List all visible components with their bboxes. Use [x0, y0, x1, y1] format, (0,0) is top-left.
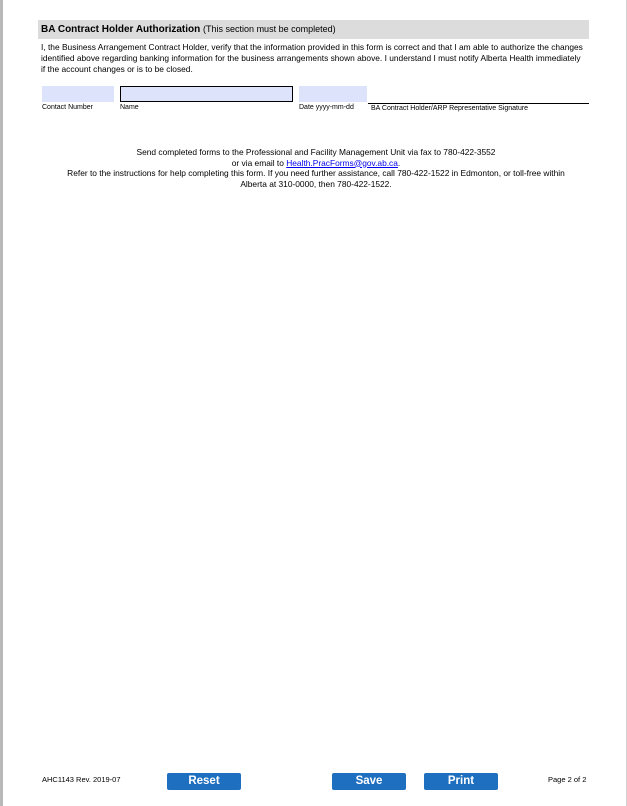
email-prefix: or via email to [231, 157, 287, 168]
reset-button[interactable]: Reset [167, 773, 241, 790]
section-note: (This section must be completed) [203, 24, 336, 34]
instructions-tollfree-line: Alberta at 310-0000, then 780-422-1522. [240, 178, 392, 189]
email-suffix: . [397, 157, 401, 168]
instructions-email-line [36, 158, 596, 169]
save-button[interactable]: Save [332, 773, 406, 790]
page-number: Page 2 of 2 [548, 775, 587, 784]
declaration-text: I, the Business Arrangement Contract Holder, verify that the information provided in this form is correct and that I am able to authorize the changes identified above regarding banking information for the business arrangements shown above. I understand I must notify Alberta Health immediately if the account changes or is to be closed. [41, 42, 583, 74]
instructions-fax-line: Send completed forms to the Professional and Facility Management Unit via fax to 780-422-3552 [136, 147, 496, 157]
submission-instructions [36, 147, 596, 189]
section-title: BA Contract Holder Authorization [41, 24, 201, 35]
instructions-help-line: Refer to the instructions for help completing this form. If you need further assistance, call 780-422-1522 in Edmonton, or toll-free within [67, 168, 565, 178]
name-field[interactable] [120, 86, 293, 102]
signature-label: BA Contract Holder/ARP Representative Signature [371, 105, 529, 112]
name-label: Name [120, 104, 139, 111]
email-link[interactable]: Health.PracForms@gov.ab.ca [286, 157, 398, 168]
print-button[interactable]: Print [424, 773, 498, 790]
page-left-edge [0, 0, 3, 806]
contact-number-field[interactable] [42, 86, 114, 102]
date-label: Date yyyy-mm-dd [299, 104, 354, 111]
contact-number-label: Contact Number [42, 104, 93, 111]
form-code: AHC1143 Rev. 2019-07 [42, 775, 121, 784]
date-field[interactable] [299, 86, 367, 102]
section-header [38, 20, 589, 39]
